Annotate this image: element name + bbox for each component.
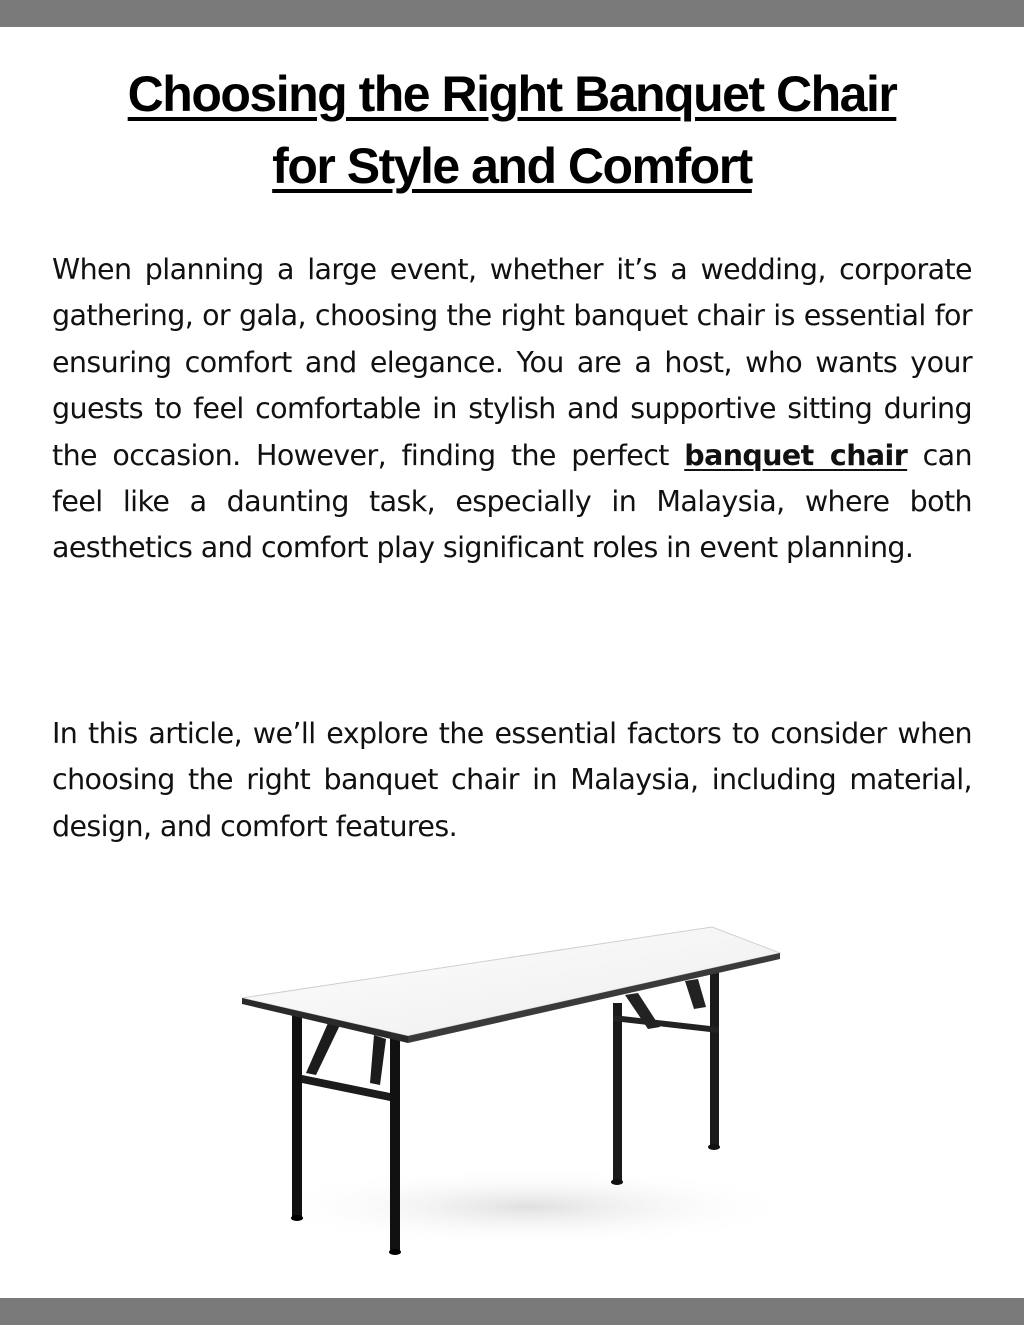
front-fold-arm-2 (370, 1035, 386, 1085)
back-fold-arm-2 (685, 979, 706, 1009)
intro-text-before-link: When planning a large event, whether it’s a wedding, corporate gathering, or gala, choosing the right banquet chair is essential for ensuring comfort and elegance. You are a host, who wants your guests to feel comfortable in stylish and supportive sitting during the occasion. However, finding the perfect (52, 253, 972, 472)
title-line-2: for Style and Comfort (272, 138, 752, 194)
front-right-foot (389, 1249, 401, 1255)
page-title (40, 58, 984, 202)
top-bar (0, 0, 1024, 27)
front-right-leg (390, 1033, 400, 1251)
front-left-leg (292, 1007, 302, 1217)
back-left-foot (611, 1179, 623, 1185)
front-left-foot (291, 1215, 303, 1221)
folding-table-image (230, 915, 800, 1260)
back-left-leg (613, 1003, 622, 1181)
table-shadow (260, 1167, 800, 1247)
back-right-leg (710, 970, 719, 1146)
bottom-bar (0, 1298, 1024, 1325)
front-fold-arm-1 (306, 1023, 340, 1075)
article-overview-paragraph: In this article, we’ll explore the essential factors to consider when choosing the right banquet chair in Malaysia, including material, design, and comfort features. (52, 717, 972, 843)
intro-text-after-link: can feel like a daunting task, especially in Malaysia, where both aesthetics and comfort play significant roles in event planning. (52, 438, 972, 565)
intro-paragraph (52, 247, 972, 572)
banquet-chair-link[interactable]: banquet chair (684, 438, 908, 472)
back-right-foot (708, 1144, 720, 1150)
back-brace (613, 1015, 719, 1033)
title-line-1: Choosing the Right Banquet Chair (127, 66, 897, 122)
